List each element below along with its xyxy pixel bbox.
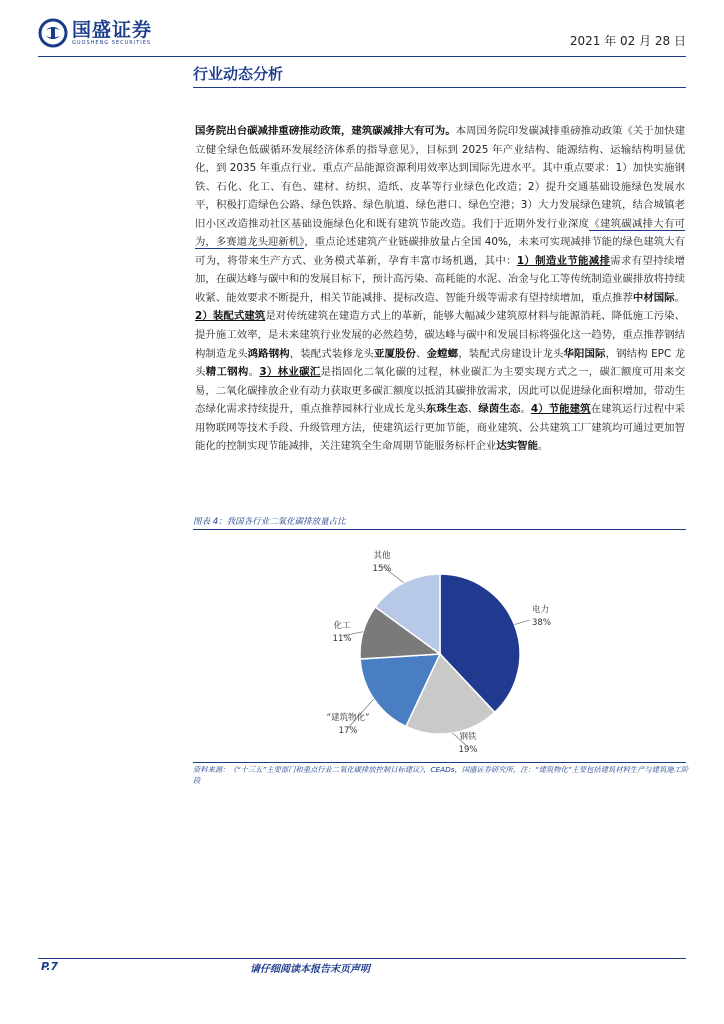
logo-emblem-icon (38, 18, 68, 48)
point-3-heading: 3）林业碳汇 (259, 366, 321, 379)
punct-2: 、 (416, 347, 427, 360)
slice-value-1: 19% (458, 745, 478, 755)
body-text-4: 是对传统建筑在建造方式上的革新，能够大幅减少建筑原材料与能源消耗、降低施工污染、提升施工效率，是未来建筑行业发展的必然趋势，碳达峰与碳中和发展目标将强化这一趋势，重点推荐钢结构制造龙头 (195, 310, 686, 360)
body-text-9: 在建筑运行过程中采用物联网等技术手段、升级管理方法，使建筑运行更加节能，商业建筑、公共建筑工厂建筑均可通过更加智能化的控制实现节能减排，关注建筑全生命周期节能服务标杆企业 (195, 403, 686, 453)
body-paragraph (195, 122, 685, 456)
body-text-8: 是指固化二氧化碳的过程，林业碳汇为主要实现方式之一，碳汇额度可用来交易，二氧化碳排放企业有动力获取更多碳汇额度以抵消其碳排放需求，因此可以促进绿化面积增加，带动生态绿化需求持续提升，重点推荐园林行业成长龙头 (195, 366, 686, 416)
header-divider (38, 56, 686, 57)
point-2-heading: 2）装配式建筑 (195, 310, 266, 323)
body-text-2: ，重点论述建筑产业链碳排放量占全国 40%，未来可实现减排节能的绿色建筑大有可为，将带来生产方式、业务模式革新，孕育丰富市场机遇，其中： (195, 236, 685, 267)
logo-en-text: GUOSHENG SECURITIES (72, 39, 152, 46)
body-text-5: ，装配式装修龙头 (289, 347, 374, 360)
point-1-heading: 1）制造业节能减排 (516, 254, 611, 267)
report-title-ref: 《建筑碳减排大有可为，多赛道龙头迎新机》 (195, 217, 685, 249)
pie-chart (300, 540, 580, 760)
logo-cn-text: 国盛证券 (72, 18, 153, 41)
figure-source: 资料来源：《“十三五”主要部门和重点行业二氧化碳排放控制目标建议》，CEADs，国盛证券研究所，注：“建筑物化”主要包括建筑材料生产与建筑施工阶段 (193, 765, 689, 785)
slice-value-3: 11% (332, 634, 352, 644)
stock-zhongcai: 中材国际 (632, 291, 675, 304)
figure-caption: 图表 4：我国各行业二氧化碳排放量占比 (193, 517, 346, 527)
stock-jinggong: 精工钢构 (205, 366, 249, 379)
title-divider (193, 87, 686, 88)
punct-4: 、 (467, 403, 479, 416)
stock-huayang: 华阳国际 (563, 347, 606, 360)
punct-3: 。 (248, 366, 260, 379)
punct-5: 。 (520, 403, 531, 416)
company-logo (38, 18, 152, 48)
report-date: 2021 年 02 月 28 日 (569, 34, 686, 48)
stock-dashi: 达实智能 (496, 440, 538, 453)
stock-dongzhu: 东珠生态 (425, 403, 468, 416)
stock-jintanglang: 金螳螂 (426, 347, 459, 360)
punct-6: 。 (537, 440, 549, 453)
punct-1: 。 (674, 291, 686, 304)
slice-value-4: 15% (372, 564, 392, 574)
page-number: P.7 (41, 960, 59, 973)
leader-line-0 (514, 620, 530, 625)
slice-label-2: “建筑物化” (326, 713, 370, 723)
slice-value-0: 38% (532, 618, 551, 628)
page-header (38, 18, 686, 58)
source-divider (193, 762, 686, 763)
stock-yasha: 亚厦股份 (373, 347, 417, 360)
slice-label-4: 其他 (373, 551, 391, 561)
lead-sentence: 国务院出台碳减排重磅推动政策，建筑碳减排大有可为。 (195, 125, 456, 137)
stock-lvyin: 绿茵生态 (478, 403, 521, 416)
figure-divider (193, 529, 686, 530)
footer-disclaimer: 请仔细阅读本报告末页声明 (250, 964, 370, 975)
slice-label-0: 电力 (532, 605, 550, 615)
slice-value-2: 17% (338, 726, 358, 736)
slice-label-1: 钢铁 (459, 732, 477, 742)
footer-divider (38, 958, 686, 959)
body-text-6: ，装配式房建设计龙头 (458, 347, 564, 360)
body-text-1: 本周国务院印发碳减排重磅推动政策《关于加快建立健全绿色低碳循环发展经济体系的指导意见》，目标到 2025 年产业结构、能源结构、运输结构明显优化，到 2035 年重点行业、重点产品能源资源利用效率达到国际先进水平。其中重点要求：1）加快实施钢铁、石化、化工、有色、建材、纺织、造纸、皮革等行业绿色化改造；2）提升交通基础设施绿色发展水平，积极打造绿色公路、绿色铁路、绿色航道、绿色港口、绿色空港；3）大力发展绿色建筑，结合城镇老旧小区改造推动社区基础设施绿色化和既有建筑节能改造。我们于近期外发行业深度 (195, 125, 685, 230)
body-text-3: 需求有望持续增加，在碳达峰与碳中和的发展目标下，预计高污染、高耗能的水泥、冶金与化工等传统制造业碳排放将持续收紧、能效要求不断提升，相关节能减排、提标改造、智能升级等需求有望持续增加，重点推荐 (195, 254, 686, 304)
body-text-7: ，钢结构 EPC 龙头 (195, 347, 686, 379)
section-title: 行业动态分析 (193, 65, 284, 83)
point-4-heading: 4）节能建筑 (530, 403, 591, 416)
stock-honglu: 鸿路钢构 (247, 347, 290, 360)
slice-label-3: 化工 (333, 621, 351, 631)
